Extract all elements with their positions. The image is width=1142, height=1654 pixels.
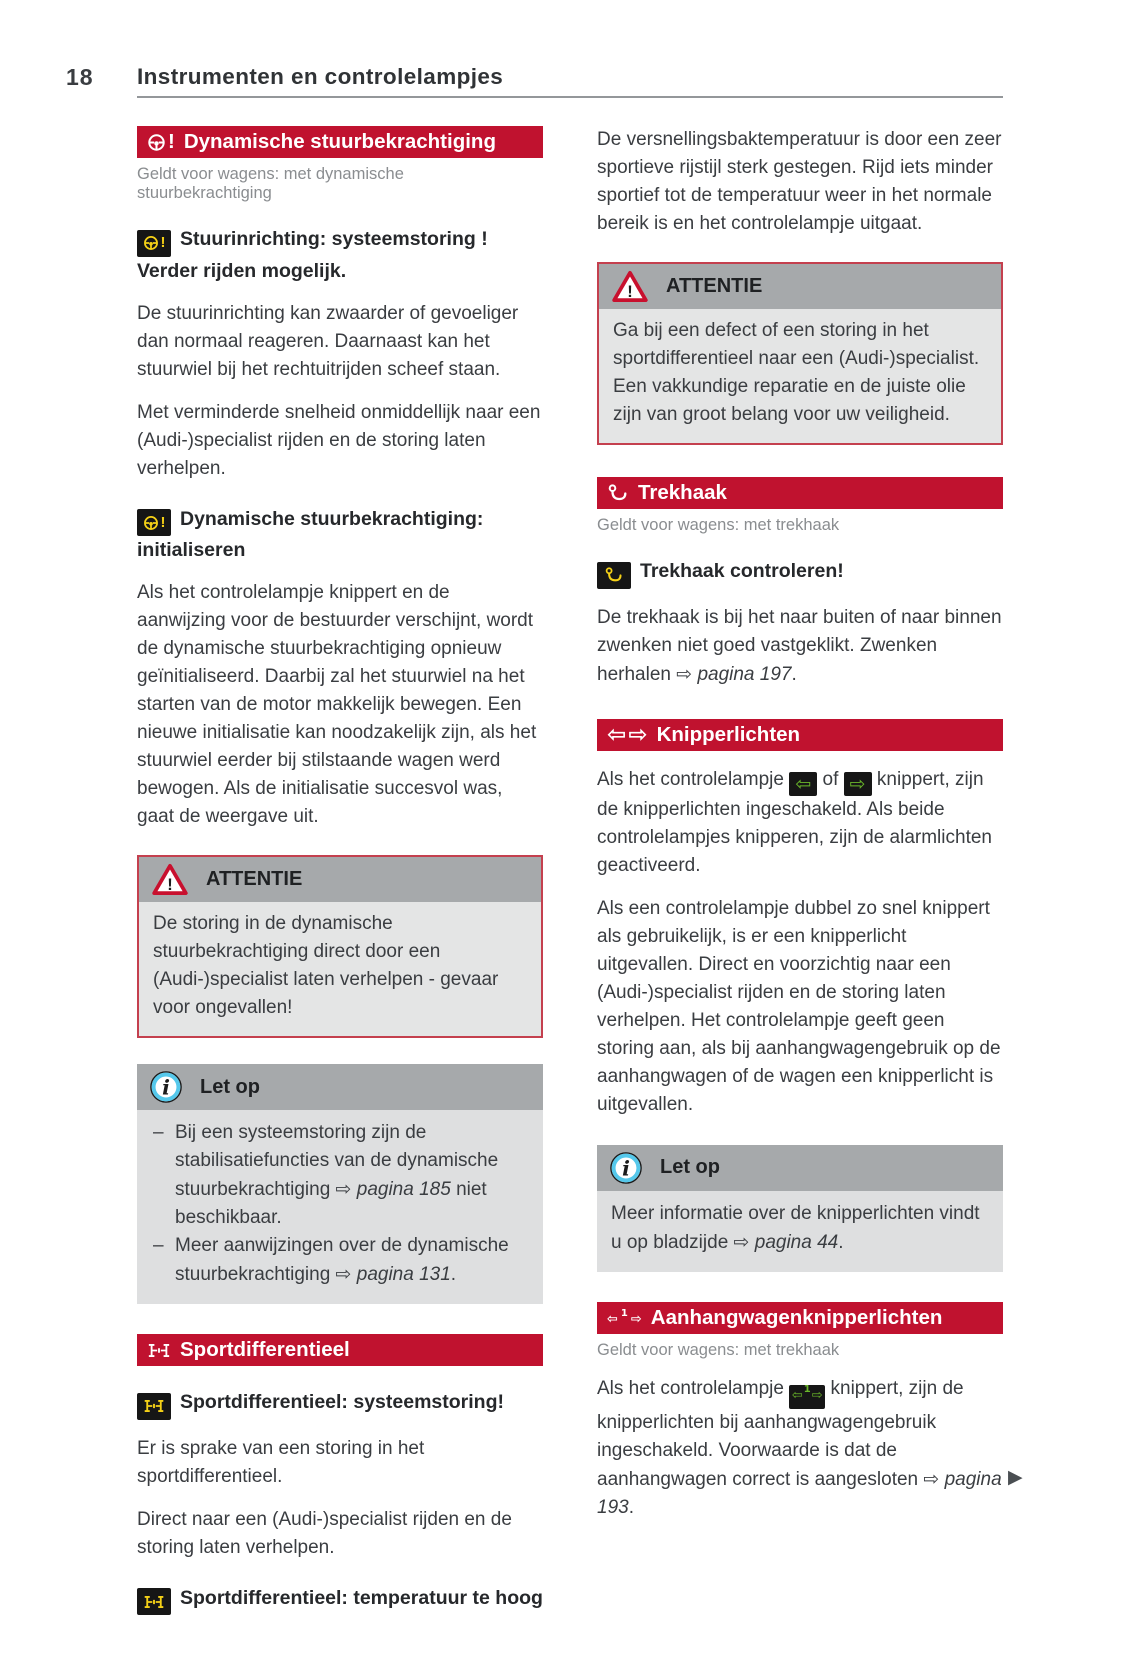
paragraph: Als het controlelampje knippert en de aanwijzing voor de bestuurder verschijnt, wordt de dynamische stuurbekrachtiging opnieuw geïnitialiseerd. Daarbij zal het stuurwiel na het starten van de motor makkelijk bewegen. Een nieuwe initialisatie kan noodzakelijk zijn, als het stuurwiel eerder bij stilstaande wagen werd bewogen. Als de initialisatie succesvol was, gaat de weergave uit.: [137, 582, 537, 827]
column-left: [137, 118, 543, 1615]
steering-wheel-warning-icon: [147, 130, 175, 154]
section-banner-turn-signals: [597, 719, 1003, 751]
paragraph: De versnellingsbaktemperatuur is door een zeer sportieve rijstijl sterk gestegen. Rijd iets minder sportief tot de temperatuur weer in het normale bereik is en het controlelampje uitgaat.: [597, 129, 1002, 234]
svg-text:i: i: [162, 1075, 170, 1100]
page-ref-arrow-icon: ⇨: [335, 1178, 352, 1200]
applies-note: Geldt voor wagens: met trekhaak: [597, 516, 840, 534]
paragraph: Er is sprake van een storing in het sportdifferentieel.: [137, 1437, 425, 1487]
sport-differential-lamp-icon: [137, 1393, 171, 1420]
warning-triangle-icon: [151, 863, 189, 896]
page-ref-text: pagina 44: [754, 1231, 839, 1253]
steering-wheel-warning-lamp-icon: [137, 509, 171, 536]
note-header: [137, 1064, 543, 1110]
trailer-digit: 1: [803, 1383, 811, 1395]
paragraph-text: knippert, zijn de knipperlichten bij aanhangwagengebruik ingeschakeld. Voorwaarde is dat de aanhangwagen correct is aangesloten: [597, 1377, 964, 1490]
arrow-right-icon: ⇨: [630, 1312, 642, 1327]
exclamation-glyph: !: [160, 513, 166, 531]
page-ref-arrow-icon: ⇨: [335, 1263, 352, 1285]
note-box: [137, 1064, 543, 1304]
info-icon: [149, 1070, 183, 1104]
trailer-digit: 1: [620, 1308, 628, 1319]
attention-body: Ga bij een defect of een storing in het sportdifferentieel naar een (Audi-)specialist. Een vakkundige reparatie en de juiste olie zijn van groot belang voor uw veiligheid.: [599, 309, 1001, 443]
paragraph: De stuurinrichting kan zwaarder of gevoeliger dan normaal reageren. Daarnaast kan het stuurwiel bij het rechtuitrijden scheef staan.: [137, 302, 519, 380]
paragraph-text: of: [817, 768, 844, 790]
section-banner-dynamic-steering: [137, 126, 543, 158]
page-number: 18: [66, 64, 94, 90]
svg-text:i: i: [622, 1155, 630, 1180]
paragraph-text: Als het controlelampje: [597, 768, 790, 790]
note-text: Meer informatie over de knipperlichten vindt u op bladzijde: [611, 1202, 980, 1253]
indicator-heading-steering-init: [137, 505, 543, 565]
turn-right-indicator-icon: ⇨: [844, 772, 872, 796]
page-title: Instrumenten en controlelampjes: [137, 64, 504, 89]
page-reference: [336, 1264, 451, 1285]
banner-label: Aanhangwagenknipperlichten: [650, 1305, 943, 1329]
note-body: [597, 1191, 1003, 1272]
section-banner-sport-differential: [137, 1334, 543, 1366]
page-ref-arrow-icon: ⇨: [923, 1467, 940, 1490]
attention-header: [139, 857, 541, 902]
paragraph: [597, 766, 1003, 880]
page-content: [137, 118, 1003, 1615]
paragraph: Met verminderde snelheid onmiddellijk naar een (Audi-)specialist rijden en de storing laten verhelpen.: [137, 401, 541, 479]
steering-wheel-warning-lamp-icon: [137, 230, 171, 257]
attention-box: [137, 855, 543, 1038]
tow-hitch-lamp-icon: [597, 562, 631, 589]
paragraph: [597, 604, 1003, 689]
note-text: .: [838, 1231, 844, 1253]
arrow-left-icon: ⇦: [607, 721, 627, 748]
heading-text: Sportdifferentieel: temperatuur te hoog: [180, 1586, 543, 1609]
paragraph: Direct naar een (Audi-)specialist rijden en de storing laten verhelpen.: [137, 1508, 512, 1558]
banner-label: Sportdifferentieel: [180, 1338, 350, 1361]
paragraph-text: Als het controlelampje: [597, 1377, 790, 1399]
trailer-indicator-icon: [789, 1385, 825, 1409]
indicator-heading-sportdiff-fault: [137, 1388, 543, 1420]
warning-triangle-icon: [611, 270, 649, 303]
continuation-arrow-icon: ▶: [1008, 1466, 1023, 1488]
column-right: [597, 118, 1003, 1615]
heading-text: Stuurinrichting: systeemstoring ! Verder rijden mogelijk.: [137, 228, 488, 282]
note-text: Bij een systeemstoring zijn de stabilisatiefuncties van de dynamische stuurbekrachtiging: [175, 1122, 499, 1200]
arrow-left-icon: ⇦: [607, 1312, 618, 1327]
trailer-turn-signals-icon: [607, 1309, 642, 1326]
page-ref-arrow-icon: ⇨: [676, 662, 693, 685]
indicator-heading-steering-fault: [137, 225, 543, 285]
indicator-heading-sportdiff-temp: [137, 1584, 543, 1616]
indicator-heading-towbar-check: [597, 557, 1003, 589]
turn-left-indicator-icon: ⇦: [789, 772, 817, 796]
note-header: [597, 1145, 1003, 1191]
page-ref-text: pagina 193: [597, 1468, 1002, 1518]
paragraph-text: .: [628, 1496, 634, 1518]
paragraph: [597, 1375, 1003, 1522]
heading-text: Dynamische stuurbekrachtiging: initialiseren: [137, 507, 484, 561]
paragraph-text: knippert, zijn de knipperlichten ingeschakeld. Als beide controlelampjes knipperen, zijn de alarmlichten geactiveerd.: [597, 768, 992, 876]
heading-text: Sportdifferentieel: systeemstoring!: [180, 1391, 504, 1413]
attention-title: ATTENTIE: [206, 868, 303, 890]
note-box: [597, 1145, 1003, 1272]
page-ref-text: pagina 185: [356, 1179, 451, 1200]
arrow-right-icon: ⇨: [628, 721, 648, 748]
section-banner-trailer-turn-signals: [597, 1302, 1003, 1334]
heading-text: Trekhaak controleren!: [640, 560, 844, 582]
page-ref-arrow-icon: ⇨: [733, 1230, 750, 1253]
applies-note: Geldt voor wagens: met trekhaak: [597, 1340, 840, 1359]
sport-differential-lamp-icon: [137, 1588, 171, 1615]
applies-note: Geldt voor wagens: met dynamische stuurbekrachtiging: [137, 165, 404, 202]
note-text: Meer aanwijzingen over de dynamische stuurbekrachtiging: [175, 1235, 509, 1285]
page-reference: [734, 1232, 839, 1253]
page-reference: [676, 664, 791, 685]
paragraph-text: De trekhaak is bij het naar buiten of naar binnen zwenken niet goed vastgeklikt. Zwenken herhalen: [597, 606, 1002, 685]
paragraph-text: .: [791, 663, 797, 685]
note-item: [151, 1232, 529, 1289]
note-text: niet beschikbaar.: [175, 1179, 487, 1228]
page-ref-text: pagina 197: [697, 663, 792, 685]
banner-label: Trekhaak: [638, 481, 727, 504]
info-icon: [609, 1151, 643, 1185]
attention-header: [599, 264, 1001, 309]
turn-signals-icon: [607, 722, 648, 748]
banner-label: Dynamische stuurbekrachtiging: [183, 130, 496, 153]
sport-differential-icon: [147, 1342, 171, 1359]
arrow-right-icon: ⇨: [811, 1387, 823, 1403]
tow-hitch-icon: [607, 484, 629, 502]
page-ref-text: pagina 131: [356, 1264, 451, 1285]
attention-body: De storing in de dynamische stuurbekrachtiging direct door een (Audi-)specialist laten verhelpen - gevaar voor ongevallen!: [139, 902, 541, 1036]
header-rule: [137, 96, 1003, 98]
arrow-left-icon: ⇦: [791, 1387, 803, 1403]
page-reference: [336, 1179, 451, 1200]
svg-text:!: !: [167, 875, 173, 894]
note-item: [151, 1119, 529, 1232]
section-banner-towbar: [597, 477, 1003, 509]
exclamation-glyph: !: [160, 234, 166, 251]
note-text: .: [450, 1264, 457, 1285]
note-title: Let op: [660, 1156, 720, 1178]
svg-text:!: !: [627, 282, 633, 301]
exclamation-glyph: !: [168, 130, 175, 153]
banner-label: Knipperlichten: [656, 722, 801, 746]
note-body: [137, 1110, 543, 1304]
attention-box: [597, 262, 1003, 445]
attention-title: ATTENTIE: [666, 275, 763, 297]
note-title: Let op: [200, 1075, 260, 1098]
paragraph: Als een controlelampje dubbel zo snel knippert als gebruikelijk, is er een knipperlicht uitgevallen. Direct en voorzichtig naar een (Audi-)specialist rijden en de storing laten verhelpen. Het controlelampje geeft geen storing aan, als bij aanhangwagengebruik op de aanhangwagen of de wagen een knipperlicht is uitgevallen.: [597, 897, 1001, 1115]
